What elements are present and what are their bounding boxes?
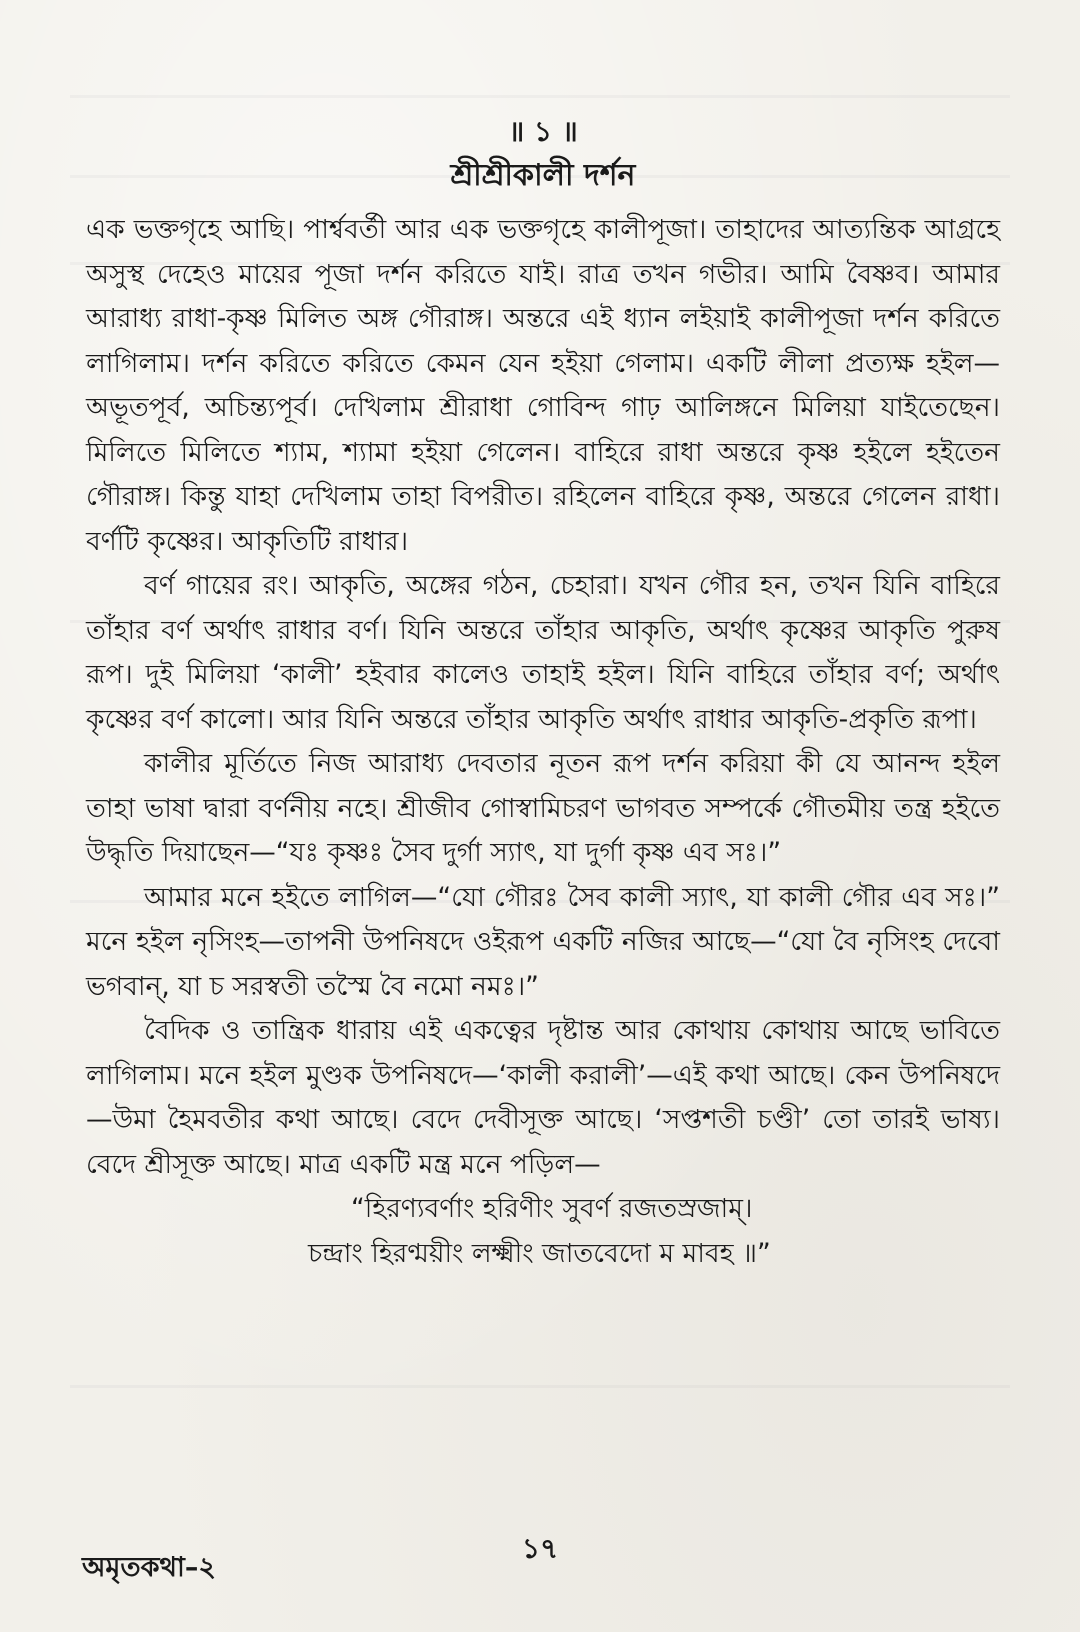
book-title-footer: অমৃতকথা–২ bbox=[82, 1552, 216, 1583]
page-content bbox=[86, 112, 1000, 1276]
paragraph-5: বৈদিক ও তান্ত্রিক ধারায় এই একত্বের দৃষ্টান্ত আর কোথায় কোথায় আছে ভাবিতে লাগিলাম। মনে হইল মুণ্ডক উপনিষদে—‘কালী করালী’—এই কথা আছে। কেন উপনিষদে—উমা হৈমবতীর কথা আছে। বেদে দেবীসূক্ত আছে। ‘সপ্তশতী চণ্ডী’ তো তারই ভাষ্য। বেদে শ্রীসূক্ত আছে। মাত্র একটি মন্ত্র মনে পড়িল— bbox=[86, 1015, 1000, 1180]
verse-line-1: “হিরণ্যবর্ণাং হরিণীং সুবর্ণ রজতস্রজাম্। bbox=[351, 1193, 753, 1224]
paragraph-2: বর্ণ গায়ের রং। আকৃতি, অঙ্গের গঠন, চেহারা। যখন গৌর হন, তখন যিনি বাহিরে তাঁহার বর্ণ অর্থাৎ রাধার বর্ণ। যিনি অন্তরে তাঁহার আকৃতি, অর্থাৎ কৃষ্ণের আকৃতি পুরুষ রূপ। দুই মিলিয়া ‘কালী’ হইবার কালেও তাহাই হইল। যিনি বাহিরে তাঁহার বর্ণ; অর্থাৎ কৃষ্ণের বর্ণ কালো। আর যিনি অন্তরে তাঁহার আকৃতি অর্থাৎ রাধার আকৃতি-প্রকৃতি রূপা। bbox=[86, 570, 1000, 735]
paragraph-3: কালীর মূর্তিতে নিজ আরাধ্য দেবতার নূতন রূপ দর্শন করিয়া কী যে আনন্দ হইল তাহা ভাষা দ্বারা বর্ণনীয় নহে। শ্রীজীব গোস্বামিচরণ ভাগবত সম্পর্কে গৌতমীয় তন্ত্র হইতে উদ্ধৃতি দিয়াছেন—“যঃ কৃষ্ণঃ সৈব দুর্গা স্যাৎ, যা দুর্গা কৃষ্ণ এব সঃ।” bbox=[86, 748, 1000, 868]
verse-line-2: চন্দ্রাং হিরণ্ময়ীং লক্ষ্মীং জাতবেদো ম মাবহ ॥” bbox=[308, 1237, 771, 1269]
chapter-title: শ্রীশ্রীকালী দর্শন bbox=[450, 158, 636, 193]
bleed-through-line bbox=[70, 1385, 1010, 1388]
page-number: ১৭ bbox=[521, 1532, 559, 1565]
chapter-number: ॥ ১ ॥ bbox=[508, 115, 578, 148]
bleed-through-line bbox=[70, 95, 1010, 98]
paragraph-1: এক ভক্তগৃহে আছি। পার্শ্ববর্তী আর এক ভক্তগৃহে কালীপূজা। তাহাদের আত্যন্তিক আগ্রহে অসুস্থ দেহেও মায়ের পূজা দর্শন করিতে যাই। রাত্র তখন গভীর। আমি বৈষ্ণব। আমার আরাধ্য রাধা-কৃষ্ণ মিলিত অঙ্গ গৌরাঙ্গ। অন্তরে এই ধ্যান লইয়াই কালীপূজা দর্শন করিতে লাগিলাম। দর্শন করিতে করিতে কেমন যেন হইয়া গেলাম। একটি লীলা প্রত্যক্ষ হইল—অভূতপূর্ব, অচিন্ত্যপূর্ব। দেখিলাম শ্রীরাধা গোবিন্দ গাঢ় আলিঙ্গনে মিলিয়া যাইতেছেন। মিলিতে মিলিতে শ্যাম, শ্যামা হইয়া গেলেন। বাহিরে রাধা অন্তরে কৃষ্ণ হইলে হইতেন গৌরাঙ্গ। কিন্তু যাহা দেখিলাম তাহা বিপরীত। রহিলেন বাহিরে কৃষ্ণ, অন্তরে গেলেন রাধা। বর্ণটি কৃষ্ণের। আকৃতিটি রাধার। bbox=[86, 214, 1000, 557]
paragraph-4: আমার মনে হইতে লাগিল—“যো গৌরঃ সৈব কালী স্যাৎ, যা কালী গৌর এব সঃ।” মনে হইল নৃসিংহ—তাপনী উপনিষদে ওইরূপ একটি নজির আছে—“যো বৈ নৃসিংহ দেবো ভগবান্, যা চ সরস্বতী তস্মৈ বৈ নমো নমঃ।” bbox=[86, 881, 1000, 1002]
